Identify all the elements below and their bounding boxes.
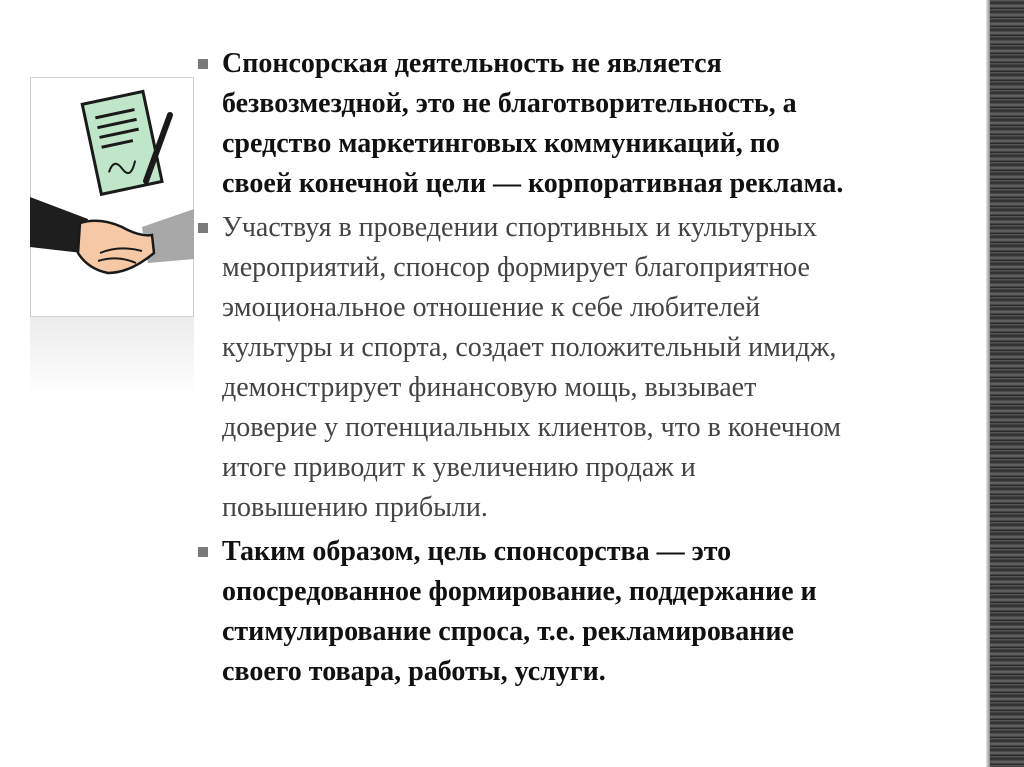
bullet-line: Участвуя в проведении спортивных и культурных [222, 212, 817, 243]
bullet-line: демонстрирует финансовую мощь, вызывает [222, 372, 757, 403]
bullet-line: эмоциональное отношение к себе любителей [222, 292, 761, 323]
bullet-line: мероприятий, спонсор формирует благоприятное [222, 252, 810, 283]
bullet-list [196, 44, 986, 696]
bullet-item [196, 532, 986, 692]
bullet-line: культуры и спорта, создает положительный имидж, [222, 332, 837, 363]
bullet-item [196, 208, 986, 528]
bullet-line: безвозмездной, это не благотворительность, а [222, 88, 797, 119]
film-strip-border [990, 0, 1024, 767]
bullet-line: стимулирование спроса, т.е. рекламирование [222, 616, 794, 647]
bullet-line: повышению прибыли. [222, 492, 488, 523]
bullet-item [196, 44, 986, 204]
bullet-line: своего товара, работы, услуги. [222, 656, 606, 687]
bullet-line: доверие у потенциальных клиентов, что в конечном [222, 412, 841, 443]
bullet-line: Таким образом, цель спонсорства — это [222, 536, 732, 567]
bullet-line: итоге приводит к увеличению продаж и [222, 452, 696, 483]
bullet-marker [198, 59, 208, 69]
bullet-marker [198, 223, 208, 233]
bullet-line: опосредованное формирование, поддержание и [222, 576, 817, 607]
bullet-line: Спонсорская деятельность не является [222, 48, 722, 79]
handshake-contract-icon [30, 77, 194, 317]
image-reflection [30, 317, 194, 397]
bullet-marker [198, 547, 208, 557]
bullet-line: средство маркетинговых коммуникаций, по [222, 128, 780, 159]
bullet-line: своей конечной цели — корпоративная реклама. [222, 168, 844, 199]
